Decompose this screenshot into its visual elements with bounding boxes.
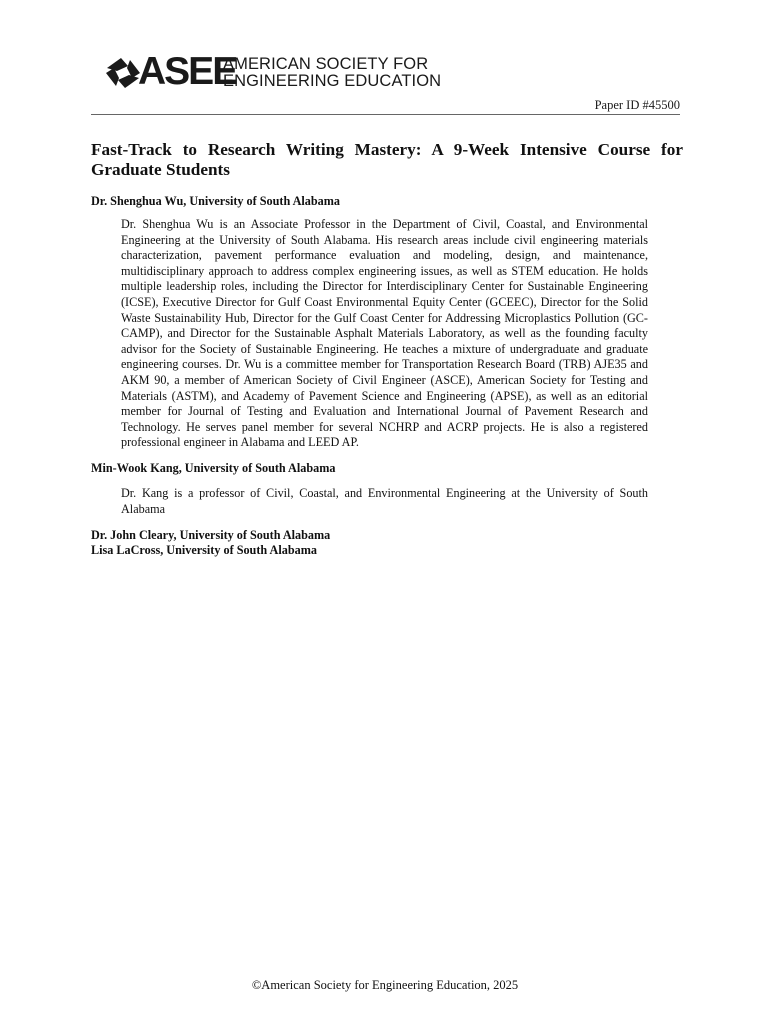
logo-acronym: ASEE [138,50,237,93]
author-bio: Dr. Kang is a professor of Civil, Coastal, and Environmental Engineering at the University of South Alabama [121,486,648,516]
logo-organization-name [223,56,441,90]
asee-logo-mark-icon [104,56,142,90]
author-bio: Dr. Shenghua Wu is an Associate Professor in the Department of Civil, Coastal, and Environmental Engineering at the University of South Alabama. His research areas include civil engineering materials characterization, pavement performance evaluation and modeling, design, and maintenance, multidisciplinary approach to address complex engineering issues, as well as STEM education. He holds multiple leadership roles, including the Director for Interdisciplinary Center for Sustainable Engineering (ICSE), Executive Director for Gulf Coast Environmental Equity Center (GCEEC), Director for the Solid Waste Sustainability Hub, Director for the Gulf Coast Center for Addressing Microplastics Pollution (GC-CAMP), and Director for the Sustainable Asphalt Materials Laboratory, as well as the founding faculty advisor for the Society of Sustainable Engineering. He teaches a mixture of undergraduate and graduate engineering courses. Dr. Wu is a committee member for Transportation Research Board (TRB) AJE35 and AKM 90, a member of American Society of Civil Engineer (ASCE), American Society for Testing and Materials (ASTM), and Academy of Pavement Science and Engineering (APSE), as well as an editorial member for Journal of Testing and Evaluation and International Journal of Pavement Research and Technology. He serves panel member for several NCHRP and ACRP projects. He is also a registered professional engineer in Alabama and LEED AP. [121,217,648,450]
asee-logo [104,50,444,94]
logo-name-line-2: ENGINEERING EDUCATION [223,72,442,90]
author-name: Dr. John Cleary, University of South Alabama [91,528,331,542]
paper-title: Fast-Track to Research Writing Mastery: A 9-Week Intensive Course for Graduate Students [91,140,683,179]
author-name: Lisa LaCross, University of South Alabama [91,543,317,557]
paper-id: Paper ID #45500 [594,98,680,112]
logo-name-line-1: AMERICAN SOCIETY FOR [223,55,429,73]
author-name: Min-Wook Kang, University of South Alabama [91,461,336,475]
copyright-footer: ©American Society for Engineering Education, 2025 [251,978,519,992]
author-name: Dr. Shenghua Wu, University of South Alabama [91,194,341,208]
header-divider [91,114,680,115]
